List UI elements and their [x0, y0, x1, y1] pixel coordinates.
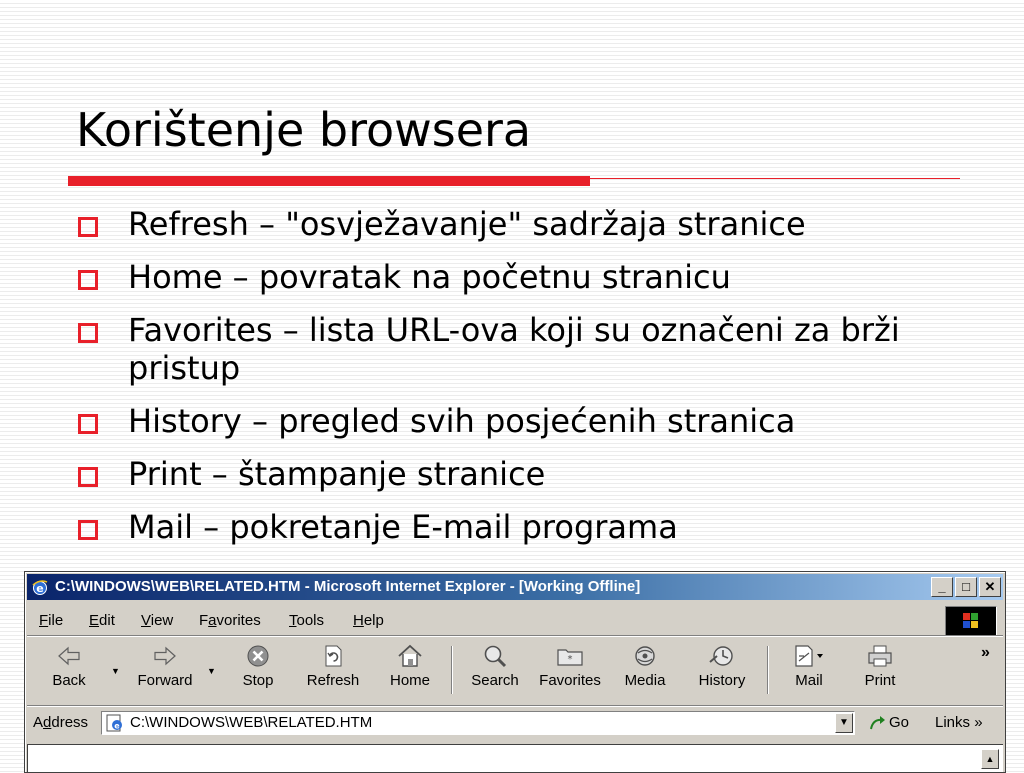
scrollbar-up-button[interactable]: ▲ [981, 749, 999, 769]
standard-toolbar [27, 638, 1003, 702]
print-button[interactable] [857, 644, 903, 698]
square-bullet-icon [78, 270, 98, 290]
window-titlebar[interactable] [27, 574, 1003, 600]
square-bullet-icon [78, 414, 98, 434]
bullet-text: Home – povratak na početnu stranicu [128, 258, 731, 296]
favorites-folder-icon [555, 644, 585, 668]
mail-button[interactable] [785, 644, 833, 698]
refresh-button[interactable] [299, 644, 367, 698]
go-label: Go [889, 714, 910, 731]
page-ie-icon [105, 714, 125, 732]
links-button[interactable] [935, 714, 983, 731]
menu-tools[interactable] [289, 612, 324, 629]
menu-label: ile [48, 612, 64, 629]
bullet-text: Favorites – lista URL-ova koji su označeni za brži pristup [128, 311, 900, 387]
history-label: History [698, 672, 746, 689]
bullet-item-favorites [78, 311, 978, 387]
mail-icon [792, 644, 826, 668]
stop-label: Stop [242, 672, 274, 689]
menu-label: iew [150, 612, 174, 629]
address-value: C:\WINDOWS\WEB\RELATED.HTM [130, 714, 373, 731]
search-icon [481, 644, 509, 668]
home-icon [396, 644, 424, 668]
address-bar [27, 708, 1003, 738]
address-input[interactable] [101, 711, 855, 735]
stop-button[interactable] [233, 644, 283, 698]
menu-view[interactable] [141, 612, 173, 629]
menu-help[interactable] [353, 612, 384, 629]
address-label-text: dress [51, 714, 89, 731]
history-icon [708, 644, 736, 668]
address-dropdown-button[interactable]: ▼ [835, 713, 853, 733]
window-title: C:\WINDOWS\WEB\RELATED.HTM - Microsoft Internet Explorer - [Working Offline] [55, 578, 641, 595]
media-label: Media [624, 672, 666, 689]
square-bullet-icon [78, 520, 98, 540]
address-label-accel: d [43, 714, 52, 731]
bullet-text: Mail – pokretanje E-mail programa [128, 508, 678, 546]
mail-label: Mail [795, 672, 823, 689]
menu-label: F [199, 612, 209, 629]
toolbar-more-icon[interactable]: » [981, 644, 990, 661]
forward-dropdown-icon[interactable]: ▼ [207, 666, 216, 676]
menu-accel: T [289, 612, 297, 629]
forward-label: Forward [137, 672, 193, 689]
history-button[interactable] [691, 644, 753, 698]
menu-bar [27, 604, 1003, 634]
links-more-icon: » [974, 714, 983, 731]
square-bullet-icon [78, 467, 98, 487]
bullet-text: History – pregled svih posjećenih stranica [128, 402, 796, 440]
favorites-button[interactable] [533, 644, 607, 698]
menu-accel: a [208, 612, 217, 629]
refresh-label: Refresh [306, 672, 360, 689]
links-label: Links [935, 714, 971, 731]
address-label [33, 714, 88, 731]
back-arrow-icon [55, 644, 83, 668]
toolbar-separator [451, 646, 453, 694]
slide-title: Korištenje browsera [76, 103, 532, 157]
media-button[interactable] [617, 644, 673, 698]
svg-text:e: e [36, 582, 44, 595]
svg-text:e: e [114, 721, 120, 731]
back-label: Back [52, 672, 86, 689]
home-button[interactable] [383, 644, 437, 698]
bullet-item-print [78, 455, 978, 493]
ie-logo-icon [31, 578, 49, 596]
menu-label: elp [363, 612, 384, 629]
search-button[interactable] [465, 644, 525, 698]
forward-button[interactable] [125, 644, 205, 698]
toolbar-separator [767, 646, 769, 694]
maximize-button[interactable]: □ [955, 577, 977, 597]
menu-label: dit [99, 612, 115, 629]
minimize-button[interactable]: _ [931, 577, 953, 597]
refresh-icon [320, 644, 346, 668]
menu-label: vorites [216, 612, 261, 629]
menu-accel: F [39, 612, 49, 629]
media-icon [632, 644, 658, 668]
favorites-label: Favorites [539, 672, 601, 689]
go-arrow-icon [869, 715, 887, 731]
address-label-text: A [33, 714, 44, 731]
bullet-item-mail [78, 508, 978, 546]
title-underline-thin [590, 178, 960, 179]
menu-label: ools [296, 612, 325, 629]
forward-arrow-icon [151, 644, 179, 668]
ie-window [24, 571, 1006, 773]
menu-accel: H [353, 612, 364, 629]
home-label: Home [389, 672, 430, 689]
print-label: Print [864, 672, 896, 689]
printer-icon [866, 644, 894, 668]
menu-separator [27, 635, 1003, 637]
bullet-item-refresh [78, 205, 978, 243]
menu-edit[interactable] [89, 612, 115, 629]
svg-text:*: * [567, 654, 573, 665]
close-button[interactable]: ✕ [979, 577, 1001, 597]
windows-logo-icon [945, 606, 997, 636]
square-bullet-icon [78, 323, 98, 343]
square-bullet-icon [78, 217, 98, 237]
bullet-item-home [78, 258, 978, 296]
bullet-text: Refresh – "osvježavanje" sadržaja stranice [128, 205, 806, 243]
back-button[interactable] [33, 644, 105, 698]
menu-accel: E [89, 612, 100, 629]
toolbar-separator-line [27, 705, 1003, 707]
menu-accel: V [141, 612, 151, 629]
stop-icon [245, 644, 271, 668]
back-dropdown-icon[interactable]: ▼ [111, 666, 120, 676]
title-underline [68, 176, 590, 186]
window-controls [929, 577, 1001, 597]
bullet-list [78, 205, 978, 561]
search-label: Search [471, 672, 519, 689]
bullet-item-history [78, 402, 978, 440]
menu-favorites[interactable] [199, 612, 261, 629]
bullet-text: Print – štampanje stranice [128, 455, 546, 493]
menu-file[interactable] [39, 612, 63, 629]
go-button[interactable] [869, 714, 909, 731]
